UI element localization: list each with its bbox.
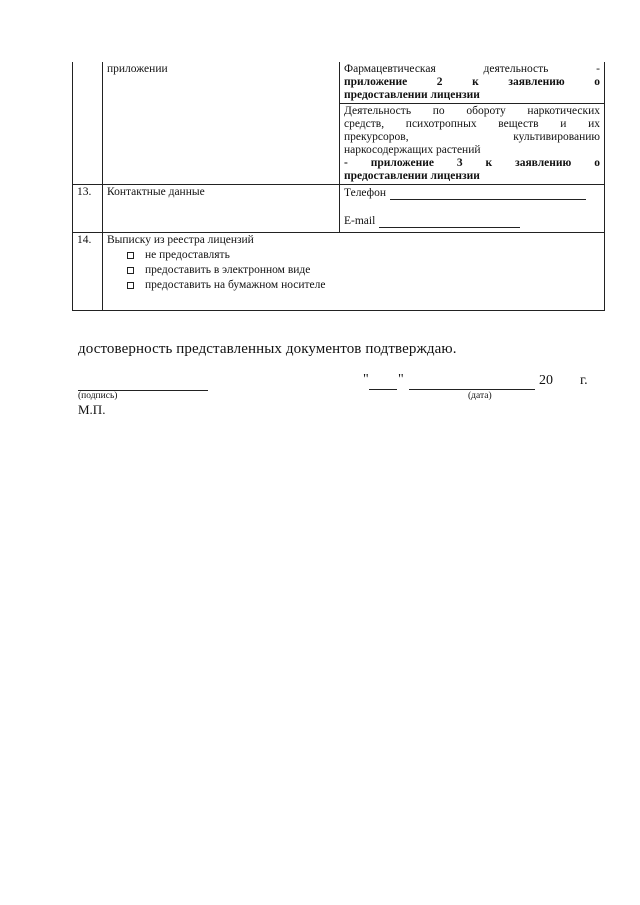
contacts-label: Контактные данные [103,185,340,233]
application-table [72,62,605,311]
checkbox-icon[interactable] [127,282,134,289]
date-quote-open: " [363,372,369,387]
pharma-activity-text: Фармацевтическая деятельность - [344,63,600,75]
narcotics-appendix-text: - приложение 3 к заявлению о [344,157,600,169]
date-month-line[interactable] [409,389,535,390]
pharma-appendix-text: приложение 2 к заявлению о [344,76,600,88]
checkbox-icon[interactable] [127,267,134,274]
confirmation-text: достоверность представленных документов подтверждаю. [78,341,457,357]
table-row-contacts [73,185,605,233]
date-caption: (дата) [468,391,492,401]
row-number-cell [73,62,103,185]
pharma-activity-cell [340,62,605,104]
stamp-label: М.П. [78,402,106,417]
row-label: приложении [107,63,168,75]
signature-caption: (подпись) [78,391,118,401]
table-row-continued [73,62,605,104]
pharma-appendix-text-2: предоставлении лицензии [344,89,480,101]
date-year-suffix: г. [580,373,588,388]
date-quote-close: " [398,372,404,387]
registry-extract-cell [103,233,605,311]
narcotics-activity-line-2: средств, психотропных веществ и их [344,118,600,130]
contacts-cell [340,185,605,233]
option-label: не предоставлять [145,249,230,261]
option-not-provide[interactable] [127,248,600,263]
date-year-prefix: 20 [539,373,553,388]
phone-label: Телефон [344,187,387,199]
date-day-line[interactable] [369,389,397,390]
option-label: предоставить на бумажном носителе [145,279,326,291]
registry-extract-label: Выписку из реестра лицензий [107,234,254,246]
narcotics-activity-line-4: наркосодержащих растений [344,144,481,156]
row-label-cell [103,62,340,185]
narcotics-activity-cell [340,104,605,185]
table-row-registry-extract [73,233,605,311]
row-number-14: 14. [73,233,103,311]
option-electronic[interactable] [127,263,600,278]
email-label: E-mail [344,215,376,227]
option-paper[interactable] [127,278,600,293]
checkbox-icon[interactable] [127,252,134,259]
row-number-13: 13. [73,185,103,233]
email-field[interactable] [379,218,520,228]
narcotics-activity-line-1: Деятельность по обороту наркотических [344,105,600,117]
narcotics-activity-line-3: прекурсоров, культивированию [344,131,600,143]
option-label: предоставить в электронном виде [145,264,311,276]
phone-field[interactable] [390,190,586,200]
narcotics-appendix-text-2: предоставлении лицензии [344,170,480,182]
